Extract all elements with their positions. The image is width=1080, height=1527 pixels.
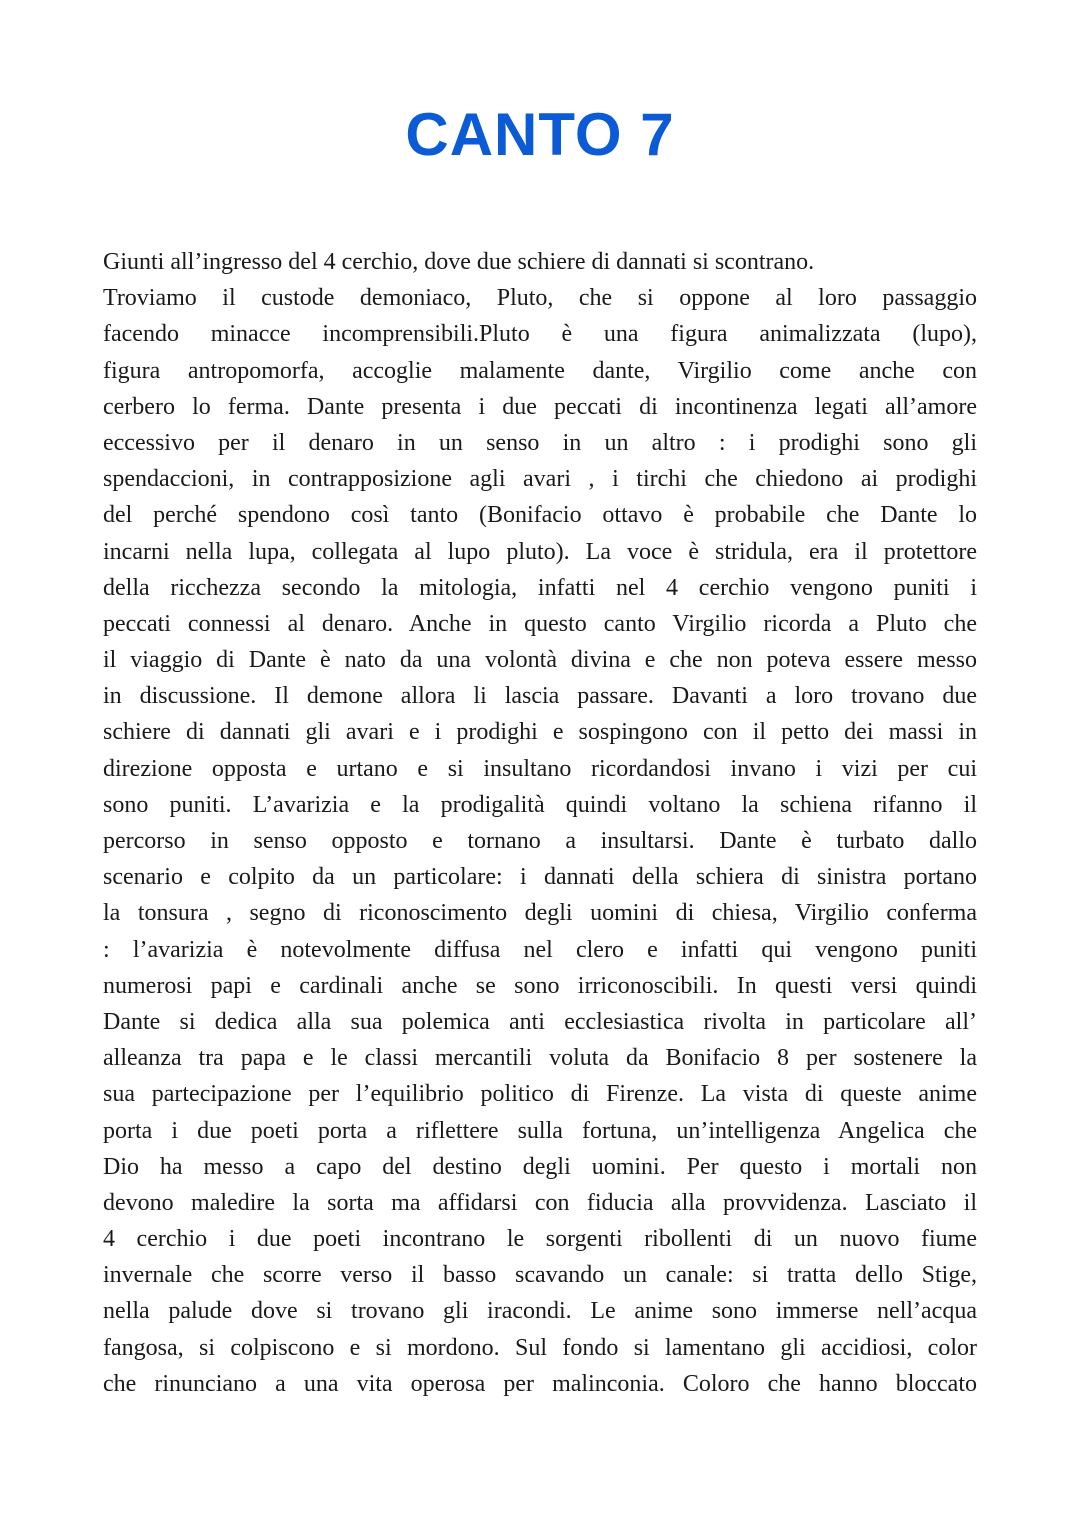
body-text bbox=[103, 244, 977, 1402]
text-line: sono puniti. L’avarizia e la prodigalità quindi voltano la schiena rifanno il bbox=[103, 791, 977, 818]
text-line: fangosa, si colpiscono e si mordono. Sul fondo si lamentano gli accidiosi, color bbox=[103, 1334, 977, 1361]
text-line: che rinunciano a una vita operosa per malinconia. Coloro che hanno bloccato bbox=[103, 1370, 977, 1397]
text-line: : l’avarizia è notevolmente diffusa nel clero e infatti qui vengono puniti bbox=[103, 936, 977, 963]
text-line: cerbero lo ferma. Dante presenta i due peccati di incontinenza legati all’amore bbox=[103, 393, 977, 420]
text-line: scenario e colpito da un particolare: i dannati della schiera di sinistra portano bbox=[103, 864, 977, 891]
text-line: figura antropomorfa, accoglie malamente dante, Virgilio come anche con bbox=[103, 357, 977, 384]
text-line: della ricchezza secondo la mitologia, infatti nel 4 cerchio vengono puniti i bbox=[103, 574, 977, 601]
text-line: facendo minacce incomprensibili.Pluto è una figura animalizzata (lupo), bbox=[103, 321, 977, 348]
text-line: Dante si dedica alla sua polemica anti ecclesiastica rivolta in particolare all’ bbox=[103, 1008, 977, 1035]
text-line: la tonsura , segno di riconoscimento degli uomini di chiesa, Virgilio conferma bbox=[103, 900, 977, 927]
text-line: il viaggio di Dante è nato da una volontà divina e che non poteva essere messo bbox=[103, 647, 977, 674]
text-line: schiere di dannati gli avari e i prodighi e sospingono con il petto dei massi in bbox=[103, 719, 977, 746]
text-line: devono maledire la sorta ma affidarsi con fiducia alla provvidenza. Lasciato il bbox=[103, 1189, 977, 1216]
text-line: alleanza tra papa e le classi mercantili voluta da Bonifacio 8 per sostenere la bbox=[103, 1045, 977, 1072]
text-line: 4 cerchio i due poeti incontrano le sorgenti ribollenti di un nuovo fiume bbox=[103, 1226, 977, 1253]
text-line: Giunti all’ingresso del 4 cerchio, dove due schiere di dannati si scontrano. bbox=[103, 249, 815, 275]
text-line: invernale che scorre verso il basso scavando un canale: si tratta dello Stige, bbox=[103, 1262, 977, 1289]
text-line: Troviamo il custode demoniaco, Pluto, che si oppone al loro passaggio bbox=[103, 285, 977, 312]
text-line: direzione opposta e urtano e si insultano ricordandosi invano i vizi per cui bbox=[103, 755, 977, 782]
page-title: CANTO 7 bbox=[405, 101, 675, 168]
text-line: numerosi papi e cardinali anche se sono irriconoscibili. In questi versi quindi bbox=[103, 972, 977, 999]
text-line: percorso in senso opposto e tornano a insultarsi. Dante è turbato dallo bbox=[103, 828, 977, 854]
text-line: sua partecipazione per l’equilibrio politico di Firenze. La vista di queste anime bbox=[103, 1081, 977, 1108]
text-line: in discussione. Il demone allora li lascia passare. Davanti a loro trovano due bbox=[103, 683, 977, 710]
text-line: del perché spendono così tanto (Bonifacio ottavo è probabile che Dante lo bbox=[103, 502, 977, 529]
text-line: porta i due poeti porta a riflettere sulla fortuna, un’intelligenza Angelica che bbox=[103, 1117, 977, 1144]
text-line: nella palude dove si trovano gli iracondi. Le anime sono immerse nell’acqua bbox=[103, 1298, 977, 1325]
text-line: Dio ha messo a capo del destino degli uomini. Per questo i mortali non bbox=[103, 1153, 977, 1180]
text-line: eccessivo per il denaro in un senso in un altro : i prodighi sono gli bbox=[103, 429, 977, 456]
text-line: spendaccioni, in contrapposizione agli avari , i tirchi che chiedono ai prodighi bbox=[103, 466, 977, 493]
text-line: incarni nella lupa, collegata al lupo pluto). La voce è stridula, era il protettore bbox=[103, 538, 977, 565]
text-line: peccati connessi al denaro. Anche in questo canto Virgilio ricorda a Pluto che bbox=[103, 610, 977, 637]
